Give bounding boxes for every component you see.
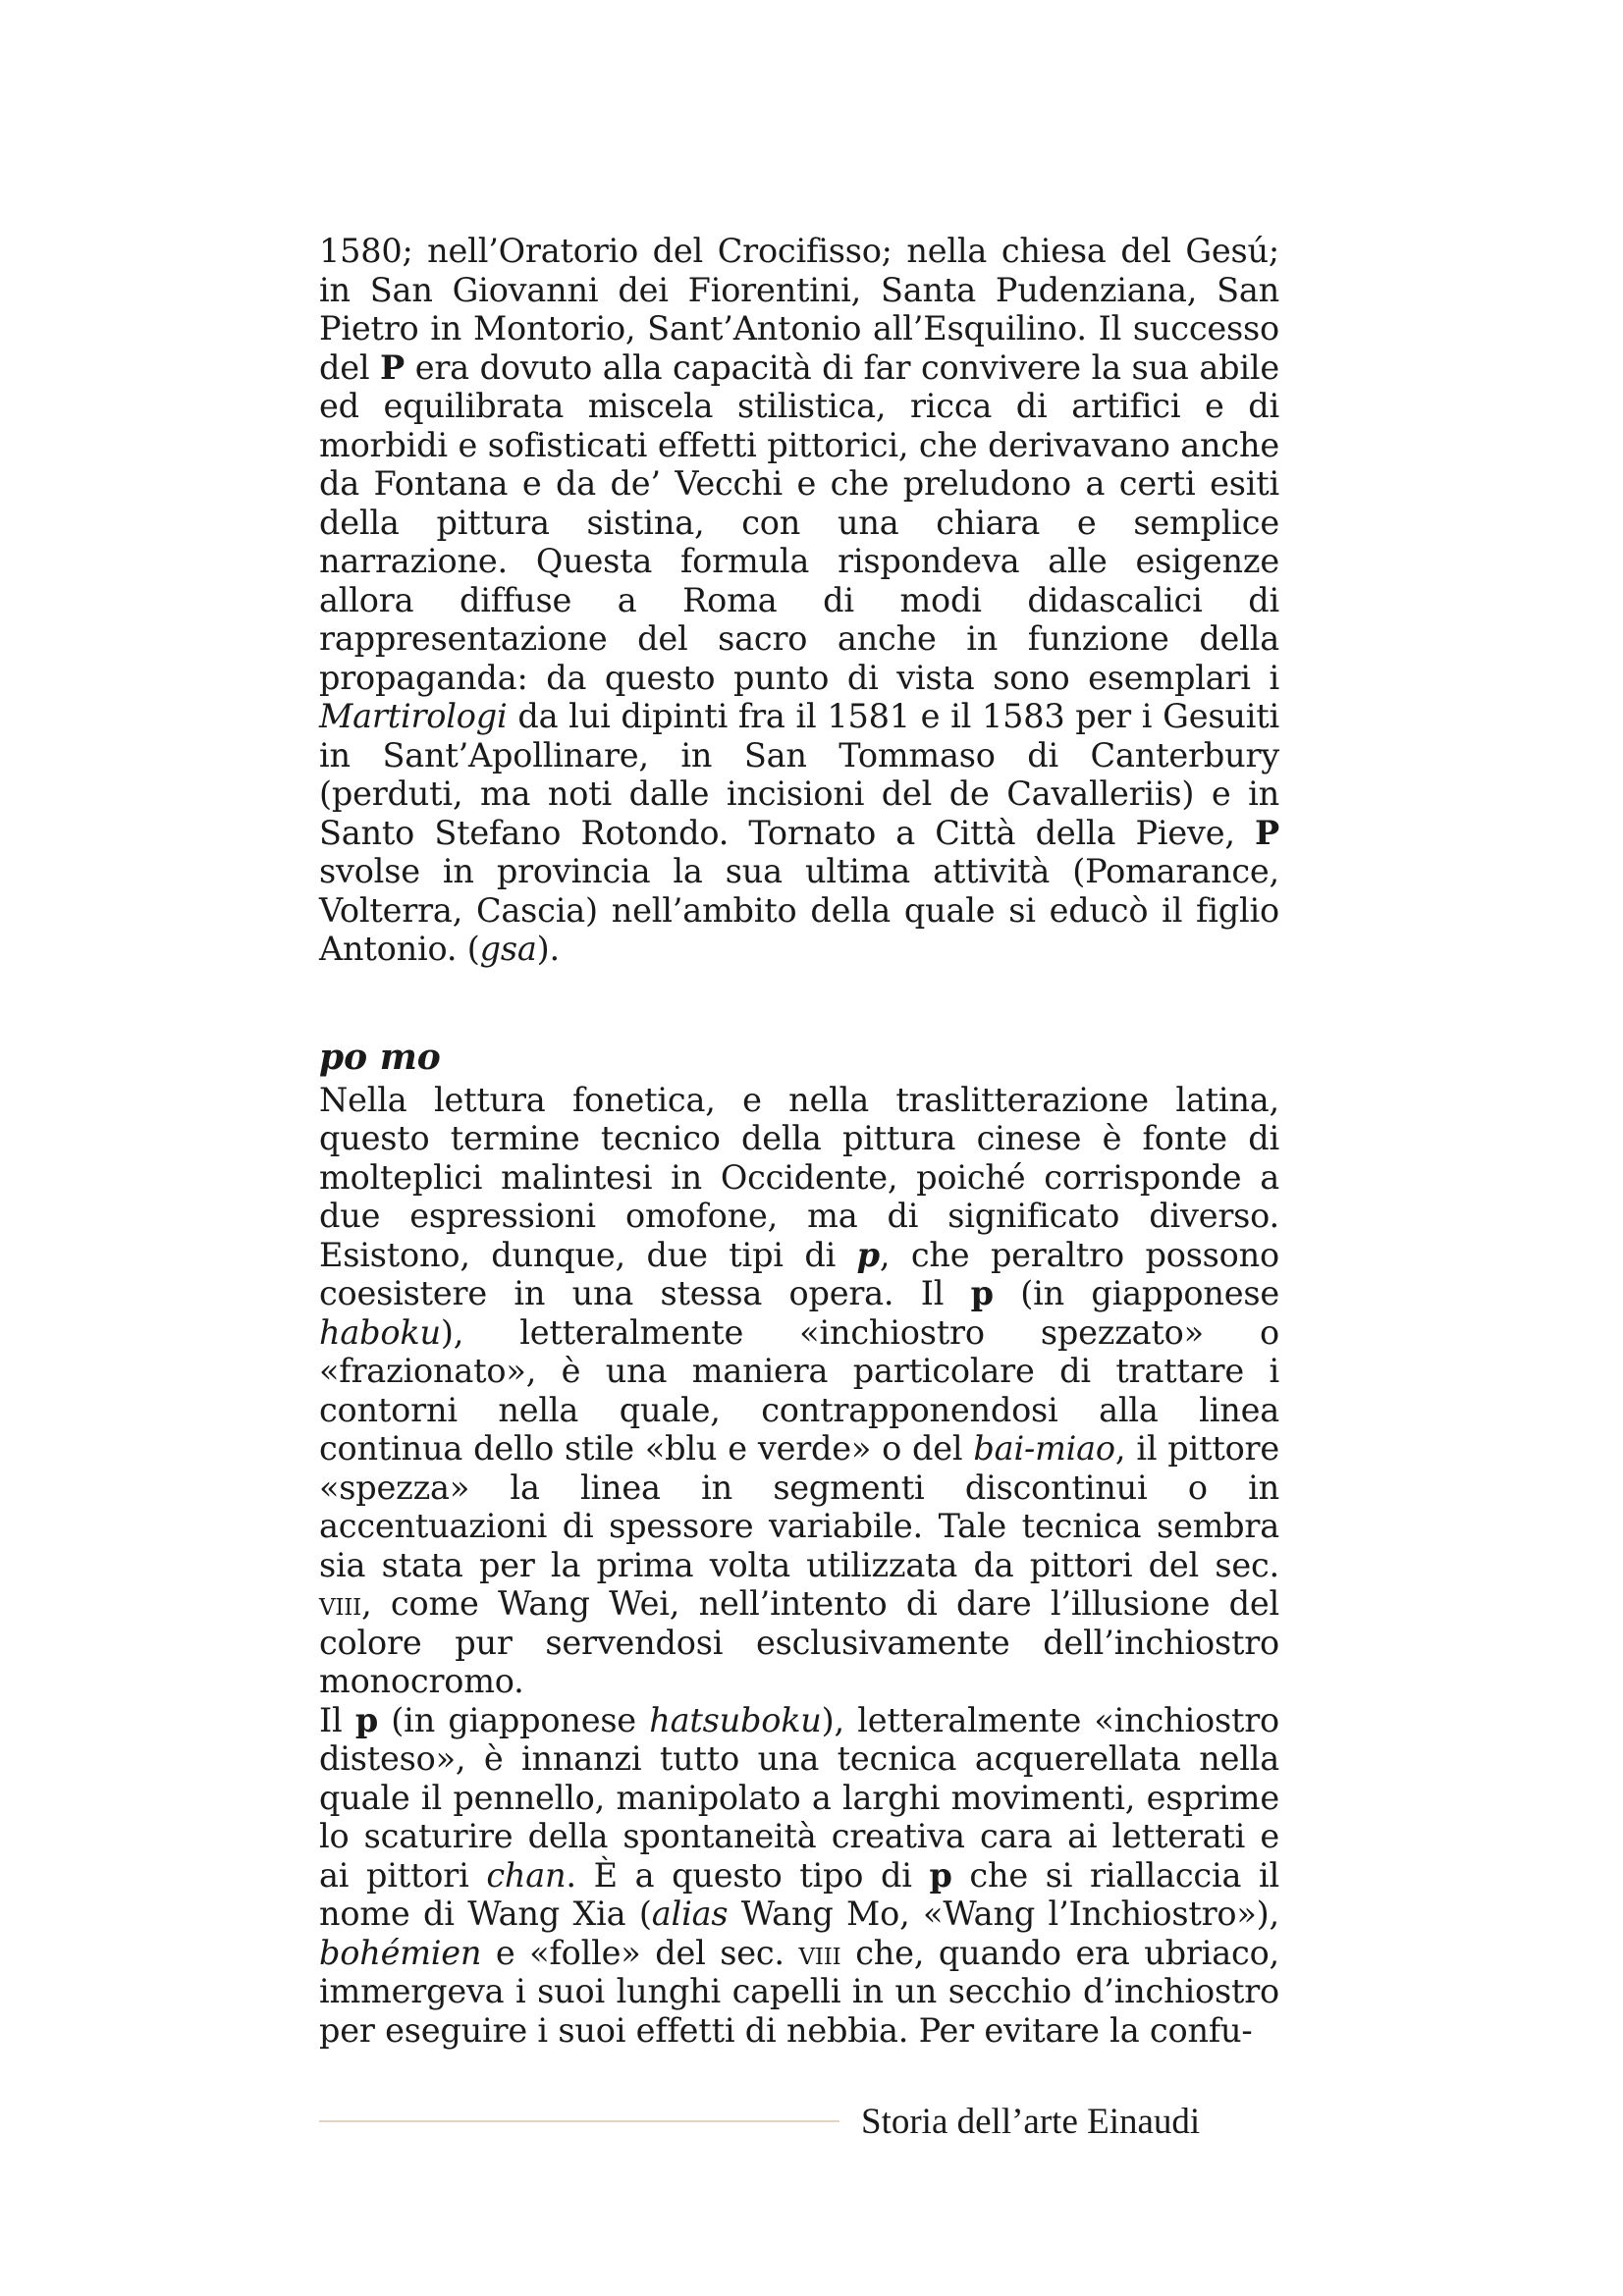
text-run: e «folle» del sec. — [481, 1933, 799, 1972]
text-run: da lui dipinti fra il 1581 e il 1583 per i Gesuiti in Sant’Apollinare, in San Tommaso di Canterbury (perduti, ma noti dalle incisioni del de Cavalleriis) e in Santo Stefano Rotondo. Tornato a Città della Pieve, — [319, 697, 1279, 852]
article-continuation — [319, 232, 1279, 969]
footer-rule — [319, 2120, 839, 2122]
text-run: Il — [319, 1700, 355, 1739]
text-run: Martirologi — [319, 697, 508, 735]
text-run: che si riallaccia il nome di Wang Xia ( — [319, 1855, 1280, 1933]
text-run: ), letteralmente «inchiostro disteso», è innanzi tutto una tecnica acquerellata nella quale il pennello, manipolato a larghi movimenti, esprime lo scaturire della spontaneità creativa cara ai letterati e ai pittori — [319, 1700, 1279, 1895]
text-run: ). — [536, 930, 560, 968]
paragraph — [319, 1701, 1279, 2051]
text-run: Nella lettura fonetica, e nella traslitterazione latina, questo termine tecnico della pittura cinese è fonte di molteplici malintesi in Occidente, poiché corrisponde a due espressioni omofone, ma di significato diverso. Esistono, dunque, due tipi di — [319, 1080, 1279, 1274]
text-run: 1580; nell’Oratorio del Crocifisso; nella chiesa del Gesú; in San Giovanni dei Fiorentini, Santa Pudenziana, San Pietro in Montorio, Sant’Antonio all’Esquilino. Il successo del — [319, 232, 1279, 387]
text-run: p — [856, 1235, 880, 1274]
text-run: hatsuboku — [649, 1700, 822, 1739]
paragraph — [319, 232, 1279, 969]
text-run: (in giapponese — [993, 1274, 1280, 1312]
text-run: (in giapponese — [378, 1700, 650, 1739]
text-run: alias — [651, 1895, 729, 1933]
page-body — [319, 232, 1279, 2050]
text-run: , che peraltro possono coesistere in una stessa opera. Il — [319, 1235, 1279, 1312]
text-run: chan — [486, 1855, 567, 1895]
text-run: . È a questo tipo di — [566, 1855, 930, 1895]
text-run: , come Wang Wei, nell’intento di dare l’illusione del colore pur servendosi esclusivamente dell’inchiostro monocromo. — [319, 1584, 1279, 1700]
text-run: bohémien — [319, 1933, 482, 1972]
text-run: p — [929, 1855, 952, 1895]
text-run: svolse in provincia la sua ultima attività (Pomarance, Volterra, Cascia) nell’ambito della quale si educò il figlio Antonio. ( — [319, 852, 1279, 968]
text-run: , il pittore «spezza» la linea in segmenti discontinui o in accentuazioni di spessore variabile. Tale tecnica sembra sia stata per la prima volta utilizzata da pittori del sec. — [319, 1429, 1279, 1584]
text-run: P — [1255, 813, 1279, 852]
text-run: haboku — [319, 1312, 441, 1352]
text-run: era dovuto alla capacità di far convivere la sua abile ed equilibrata miscela stilistica, ricca di artifici e di morbidi e sofisticati effetti pittorici, che derivavano anche da Fontana e da de’ Vecchi e che preludono a certi esiti della pittura sistina, con una chiara e semplice narrazione. Questa formula rispondeva alle esigenze allora diffuse a Roma di modi didascalici di rappresentazione del sacro anche in funzione della propaganda: da questo punto di vista sono esemplari i — [319, 347, 1279, 697]
footer-publisher: Storia dell’arte Einaudi — [861, 2101, 1201, 2142]
text-run: ), letteralmente «inchiostro spezzato» o «frazionato», è una maniera particolare di trattare i contorni nella quale, contrapponendosi alla linea continua dello stile «blu e verde» o del — [319, 1312, 1279, 1468]
paragraph — [319, 1081, 1279, 1701]
page-footer — [319, 2097, 1279, 2146]
entry-headword: po mo — [319, 1036, 441, 1078]
text-run: viii — [319, 1584, 362, 1623]
entry-body — [319, 1081, 1279, 2051]
text-run: gsa — [479, 930, 537, 968]
text-run: che, quando era ubriaco, immergeva i suoi lunghi capelli in un secchio d’inchiostro per eseguire i suoi effetti di nebbia. Per evitare la confu- — [319, 1933, 1279, 2050]
text-run: bai-miao — [973, 1429, 1115, 1468]
text-run: Wang Mo, «Wang l’Inchiostro»), — [728, 1895, 1280, 1933]
text-run: p — [970, 1274, 994, 1312]
text-run: P — [380, 347, 406, 387]
text-run: viii — [798, 1933, 841, 1972]
text-run: p — [354, 1700, 379, 1739]
